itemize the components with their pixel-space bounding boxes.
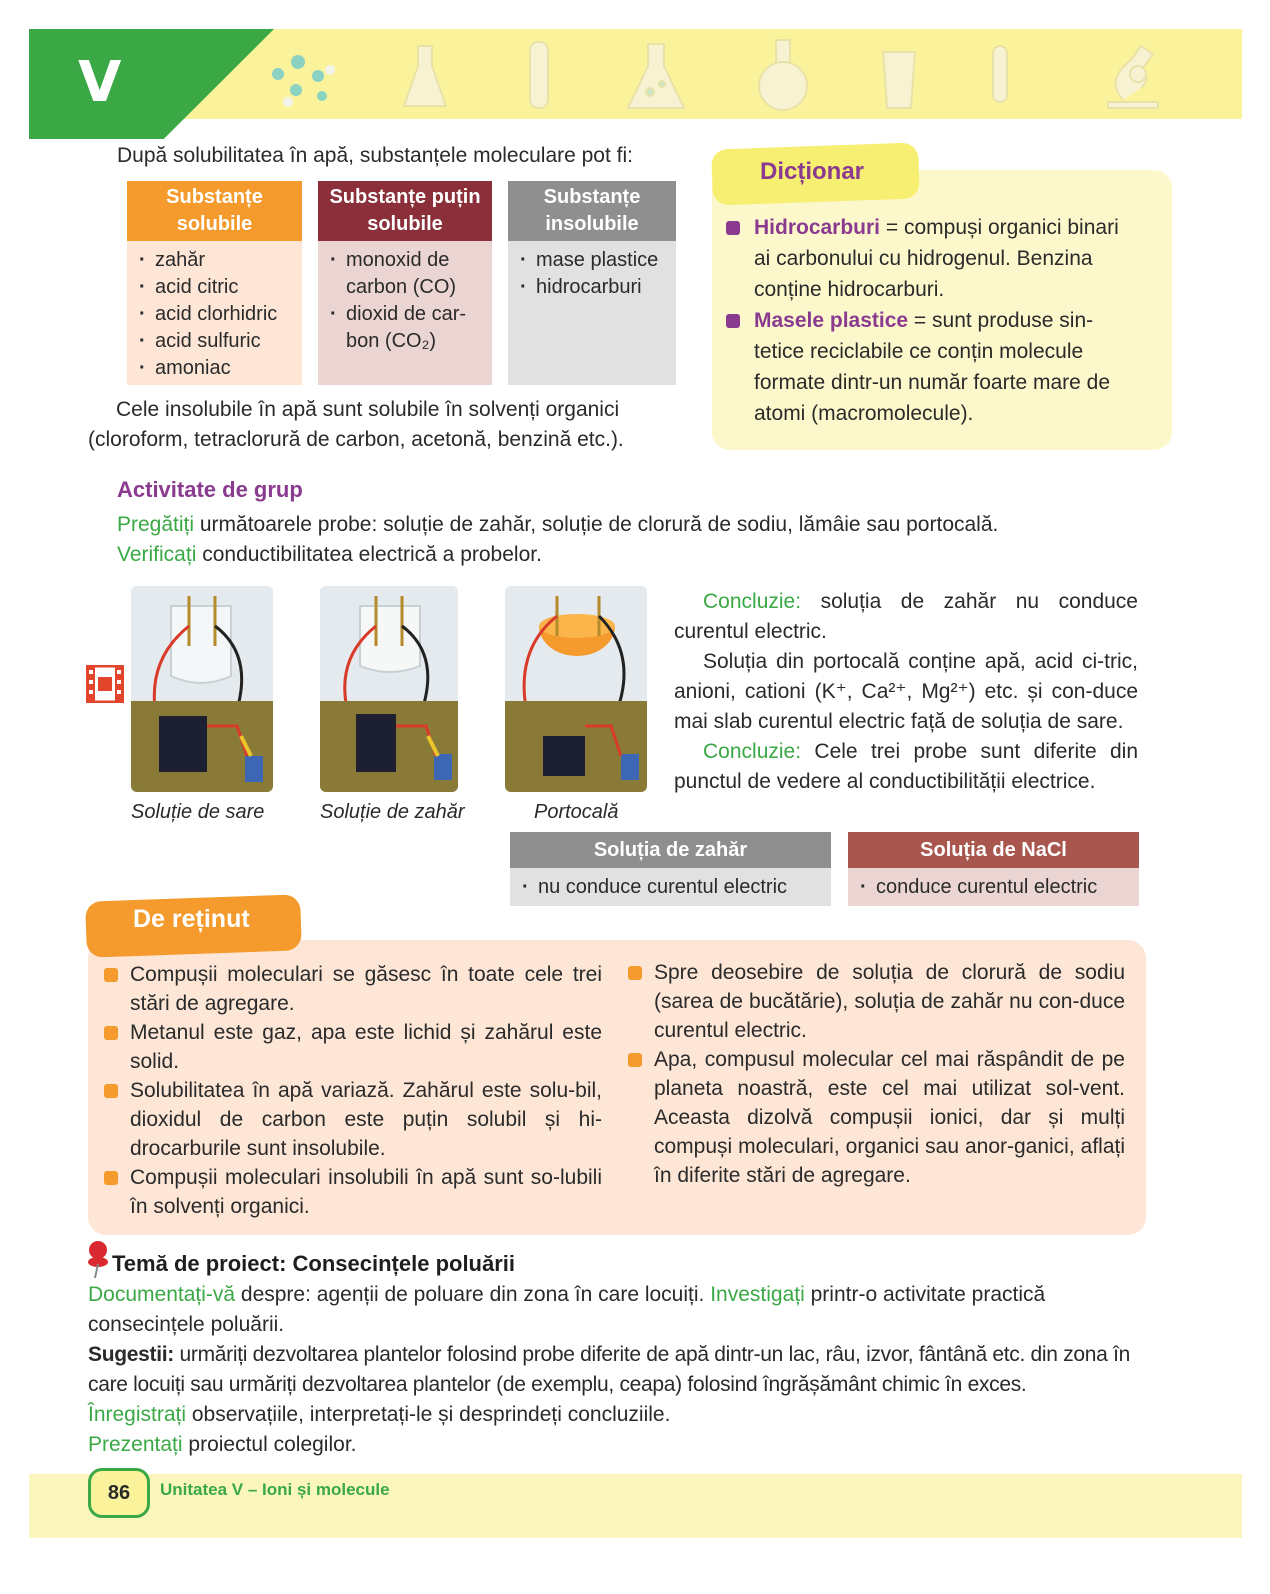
group-activity-line-2 — [117, 540, 1157, 570]
project-paragraph — [88, 1280, 1150, 1340]
list-item: · acid clorhidric — [137, 301, 290, 328]
project-paragraph — [88, 1400, 1150, 1430]
bullet-icon — [104, 968, 118, 982]
project-paragraph — [88, 1340, 1150, 1400]
bullet-icon — [628, 1053, 642, 1067]
project-sentence: urmăriți dezvoltarea plantelor folosind probe diferite de apă dintr-un lac, râu, izvor, fântână etc. din zona în care locuiți sau urmăriți dezvoltarea plantelor (de exemplu, ceapa) folosind îngrășământ chimic în exces. — [88, 1343, 1130, 1396]
column-header: Substanțe insolubile — [508, 181, 676, 241]
project-sentence: observațiile, interpretați-le și desprindeți concluziile. — [186, 1403, 671, 1426]
solubility-column-insoluble — [508, 181, 676, 385]
solubility-column-soluble — [127, 181, 302, 385]
page-number: 86 — [88, 1468, 150, 1518]
retain-text: Compușii moleculari se găsesc în toate cele trei stări de agregare. — [130, 963, 602, 1015]
activity-text: următoarele probe: soluție de zahăr, soluție de clorură de sodiu, lămâie sau portocală. — [194, 513, 999, 536]
retain-item — [104, 1163, 602, 1221]
intro-text: După solubilitatea în apă, substanțele moleculare pot fi: — [117, 144, 633, 167]
list-item: · zahăr — [137, 247, 290, 274]
project-sentence: printr-o activitate practică consecințele poluării. — [88, 1283, 1046, 1336]
microscope-icon — [1108, 46, 1158, 108]
retain-text: Solubilitatea în apă variază. Zahărul este solu-bil, dioxidul de carbon este puțin solubil și hi-drocarburile sunt insolubile. — [130, 1079, 602, 1160]
column-body — [508, 241, 676, 385]
action-verb: Prezentați — [88, 1433, 183, 1456]
list-item: · nu conduce curentul electric — [520, 868, 831, 906]
list-item: · hidrocarburi — [518, 274, 664, 301]
list-item: · dioxid de car-bon (CO₂) — [328, 301, 480, 355]
bullet-icon — [628, 966, 642, 980]
retain-text: Apa, compusul molecular cel mai răspândit de pe planeta noastră, este cel mai utilizat sol-vent. Aceasta dizolvă compușii ionici, dar și mulți compuși moleculari, organici sau anor-ganici, aflați în diferite stări de agregare. — [654, 1048, 1125, 1187]
bullet-icon — [104, 1026, 118, 1040]
action-verb: Înregistrați — [88, 1403, 187, 1426]
pushpin-icon — [84, 1240, 112, 1280]
retain-item — [104, 1076, 602, 1163]
test-tube-icon — [993, 46, 1007, 102]
retain-item — [104, 1018, 602, 1076]
bullet-icon — [104, 1171, 118, 1185]
list-item: · conduce curentul electric — [858, 868, 1139, 906]
round-flask-icon — [759, 40, 807, 110]
conclusion-sentence: Cele trei probe sunt diferite din punctul de vedere al conductibilității electrice. — [674, 740, 1138, 793]
conclusion-paragraph: Soluția din portocală conține apă, acid ci-tric, anioni, cationi (K⁺, Ca²⁺, Mg²⁺) etc. și con-duce mai slab curentul electric față de soluția de sare. — [674, 650, 1138, 733]
retain-text: Metanul este gaz, apa este lichid și zahărul este solid. — [130, 1021, 602, 1073]
list-item: · acid sulfuric — [137, 328, 290, 355]
column-header: Substanțe solubile — [127, 181, 302, 241]
list-item: · monoxid de carbon (CO) — [328, 247, 480, 301]
dictionary-entry — [726, 212, 1126, 305]
flask-icon — [404, 46, 446, 106]
activity-text: conductibilitatea electrică a probelor. — [196, 543, 542, 566]
project-sentence: proiectul colegilor. — [182, 1433, 357, 1456]
dictionary-title: Dicționar — [760, 158, 865, 185]
dictionary-term: Masele plastice — [754, 309, 909, 332]
beaker-icon — [883, 52, 915, 108]
result-nacl-solution — [848, 832, 1139, 906]
photo-orange — [505, 586, 647, 792]
conclusion-text — [674, 587, 1138, 797]
dictionary-term: Hidrocarburi — [754, 216, 881, 239]
photo-caption: Soluție de zahăr — [320, 801, 465, 823]
photo-sugar-solution — [320, 586, 458, 792]
retain-left-column — [104, 960, 602, 1221]
action-verb: Investigați — [710, 1283, 805, 1306]
result-sugar-solution — [510, 832, 831, 906]
suggestions-label: Sugestii: — [88, 1343, 174, 1366]
retain-item — [104, 960, 602, 1018]
retain-title: De reținut — [133, 905, 250, 933]
dictionary-entry — [726, 305, 1126, 429]
project-sentence: despre: agenții de poluare din zona în care locuiți. — [235, 1283, 711, 1306]
result-body — [510, 868, 831, 906]
footer-unit-title: Unitatea V – Ioni și molecule — [160, 1480, 390, 1499]
dictionary-definition: = compuși organici binari ai carbonului cu hidrogenul. Benzina conține hidrocarburi. — [754, 216, 1119, 301]
column-header: Substanțe puțin solubile — [318, 181, 492, 241]
list-item: · amoniac — [137, 355, 290, 382]
dictionary-list — [726, 212, 1126, 429]
film-icon[interactable] — [86, 665, 124, 703]
column-body — [318, 241, 492, 385]
bullet-icon — [726, 221, 740, 235]
retain-item — [628, 958, 1125, 1045]
column-body — [127, 241, 302, 385]
project-title: Temă de proiect: Consecințele poluării — [112, 1251, 516, 1276]
erlenmeyer-flask-icon — [628, 44, 684, 108]
bullet-icon — [726, 314, 740, 328]
result-header: Soluția de zahăr — [510, 832, 831, 868]
conclusion-label: Concluzie: — [703, 590, 802, 613]
conclusion-paragraph — [674, 587, 1138, 647]
unit-letter: V — [78, 50, 122, 115]
group-activity-title: Activitate de grup — [117, 477, 303, 502]
list-item: · mase plastice — [518, 247, 664, 274]
thermometer-icon — [530, 42, 548, 108]
conclusion-paragraph — [674, 737, 1138, 797]
bullet-icon — [104, 1084, 118, 1098]
retain-text: Compușii moleculari insolubili în apă sunt so-lubili în solvenți organici. — [130, 1166, 602, 1218]
retain-right-column — [628, 958, 1125, 1190]
retain-text: Spre deosebire de soluția de clorură de sodiu (sarea de bucătărie), soluția de zahăr nu con-duce curentul electric. — [654, 961, 1125, 1042]
conclusion-label: Concluzie: — [703, 740, 802, 763]
action-verb: Verificați — [117, 543, 197, 566]
photo-salt-solution — [131, 586, 273, 792]
solubility-column-slightly-soluble — [318, 181, 492, 385]
action-verb: Documentați-vă — [88, 1283, 236, 1306]
list-item: · acid citric — [137, 274, 290, 301]
insoluble-note: Cele insolubile în apă sunt solubile în solvenți organici (cloroform, tetraclorură de carbon, acetonă, benzină etc.). — [88, 398, 624, 451]
project-paragraph — [88, 1430, 1150, 1460]
lab-equipment-icons — [258, 34, 1188, 118]
photo-caption: Portocală — [534, 801, 619, 823]
retain-item — [628, 1045, 1125, 1190]
dictionary-definition: = sunt produse sin-tetice reciclabile ce conțin molecule formate dintr-un număr foarte mare de atomi (macromolecule). — [754, 309, 1110, 425]
action-verb: Pregătiți — [117, 513, 195, 536]
result-header: Soluția de NaCl — [848, 832, 1139, 868]
photo-caption: Soluție de sare — [131, 801, 265, 823]
group-activity-line-1 — [117, 510, 1157, 540]
result-body — [848, 868, 1139, 906]
molecule-icon — [272, 55, 335, 107]
project-text — [88, 1280, 1150, 1460]
conclusion-sentence: soluția de zahăr nu conduce curentul electric. — [674, 590, 1138, 643]
